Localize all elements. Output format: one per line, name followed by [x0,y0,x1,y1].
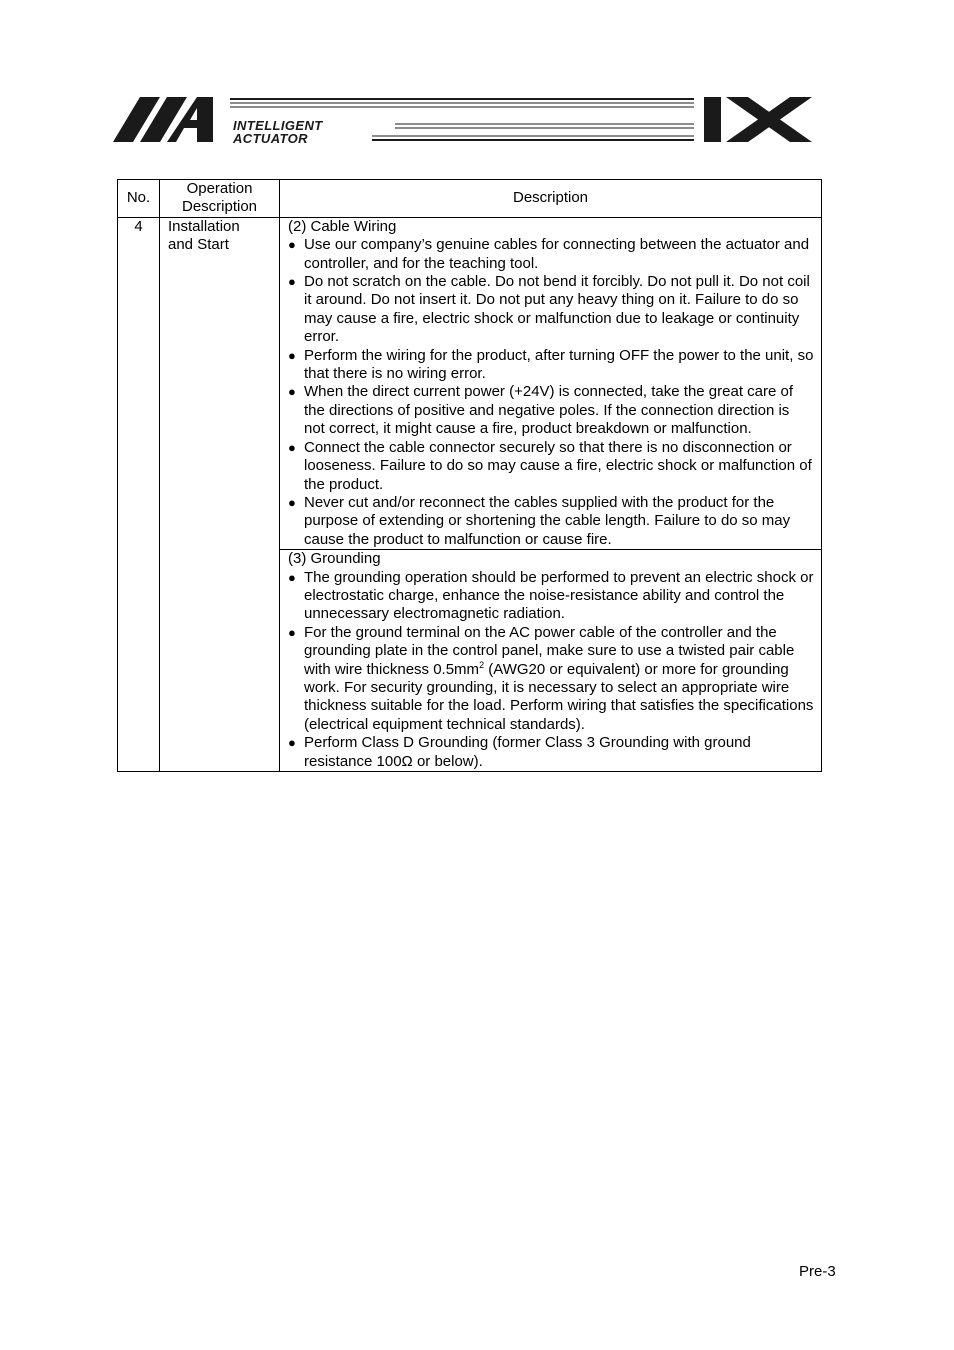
list-item [288,624,814,734]
header-operation-line2: Description [181,198,258,216]
row-number: 4 [118,217,160,771]
header-operation [160,180,280,218]
row-operation [160,217,280,771]
list-item: ● Do not scratch on the cable. Do not bend it forcibly. Do not pull it. Do not coil it around. Do not insert it. Do not put any heavy thing on it. Failure to do so may cause a fire, electric shock or malfunction due to leakage or continuity error. [288,273,814,347]
cable-wiring-title: (2) Cable Wiring [288,217,397,235]
list-item: ● The grounding operation should be performed to prevent an electric shock or electrostatic charge, enhance the noise-resistance ability and control the unnecessary electromagnetic radiation. [288,569,814,624]
header-description: Description [280,180,822,218]
header-operation-line1: Operation [186,180,253,197]
page-number: Pre-3 [799,1263,836,1280]
cable-wiring-list [288,236,814,549]
grounding-list [288,569,814,771]
safety-table [117,179,822,772]
cable-wiring-section [280,217,822,549]
row-operation-line2: and Start [168,236,229,254]
header-no: No. [118,180,160,218]
grounding-bullet2-text-b: (AWG20 or equivalent) or more for grounding work. For security grounding, it is necessary to select an appropriate wire thickness suitable for the load. Perform wiring that satisfies the specifications (electrical equipment technical standards). [304,660,814,733]
list-item: ● Perform Class D Grounding (former Class 3 Grounding with ground resistance 100Ω or below). [288,734,814,771]
brand-name-line2: ACTUATOR [233,131,308,146]
table-header-row [118,180,822,218]
ia-slash-logo-icon [0,0,954,160]
page-header [0,0,954,160]
table-row [118,217,822,549]
brand-name-line1: INTELLIGENT [233,118,323,133]
list-item: ● Never cut and/or reconnect the cables supplied with the product for the purpose of extending or shortening the cable length. Failure to do so may cause the product to malfunction or cause fire. [288,494,814,549]
grounding-section [280,550,822,772]
grounding-title: (3) Grounding [288,550,381,568]
list-item: ● Perform the wiring for the product, after turning OFF the power to the unit, so that there is no wiring error. [288,347,814,384]
row-operation-line1: Installation [168,217,240,235]
list-item: ● Connect the cable connector securely so that there is no disconnection or looseness. Failure to do so may cause a fire, electric shock or malfunction of the product. [288,439,814,494]
superscript-exponent: 2 [479,659,485,670]
grounding-bullet2-text-a: For the ground terminal on the AC power cable of the controller and the grounding plate in the control panel, make sure to use a twisted pair cable with wire thickness 0.5mm [304,623,795,678]
list-item: ● Use our company’s genuine cables for connecting between the actuator and controller, and for the teaching tool. [288,236,814,273]
list-item: ● When the direct current power (+24V) is connected, take the great care of the directions of positive and negative poles. If the connection direction is not correct, it might cause a fire, product breakdown or malfunction. [288,383,814,438]
